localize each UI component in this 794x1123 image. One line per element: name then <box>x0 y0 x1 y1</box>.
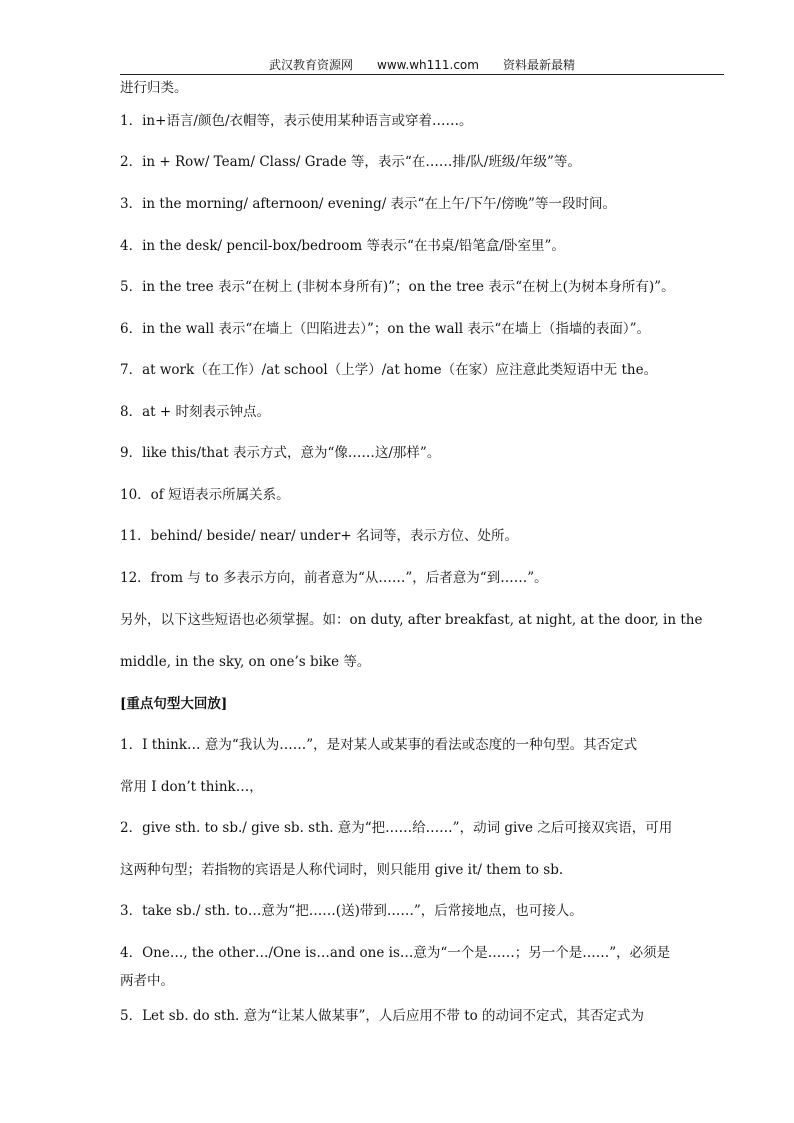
section-heading: [重点句型大回放] <box>120 696 228 712</box>
text-line: 常用 I don’t think…， <box>120 779 263 795</box>
text-line: 2．in + Row/ Team/ Class/ Grade 等，表示“在……排/队/班级/年级”等。 <box>120 154 581 170</box>
text-line: 12．from 与 to 多表示方向，前者意为“从……”，后者意为“到……”。 <box>120 570 548 586</box>
text-line: 3．in the morning/ afternoon/ evening/ 表示“在上午/下午/傍晚”等一段时间。 <box>120 196 616 212</box>
text-line: 2．give sth. to sb./ give sb. sth. 意为“把……给……”，动词 give 之后可接双宾语，可用 <box>120 820 673 836</box>
text-line: 8．at + 时刻表示钟点。 <box>120 404 270 420</box>
text-line: 这两种句型；若指物的宾语是人称代词时，则只能用 give it/ them to sb. <box>120 862 564 878</box>
text-line: 7．at work（在工作）/at school（上学）/at home（在家）应注意此类短语中无 the。 <box>120 362 658 378</box>
text-line: middle, in the sky, on one’s bike 等。 <box>120 654 371 670</box>
text-line: 1．I think… 意为“我认为……”，是对某人或某事的看法或态度的一种句型。其否定式 <box>120 737 638 753</box>
header-slogan: 资料最新最精 <box>502 58 575 72</box>
text-line: 1．in+语言/颜色/衣帽等，表示使用某种语言或穿着……。 <box>120 113 473 129</box>
text-line: 5．Let sb. do sth. 意为“让某人做某事”，人后应用不带 to 的动词不定式，其否定式为 <box>120 1008 645 1024</box>
text-line: 10．of 短语表示所属关系。 <box>120 487 290 503</box>
text-line: 3．take sb./ sth. to…意为“把……(送)带到……”，后常接地点，也可接人。 <box>120 903 583 919</box>
header-site-name: 武汉教育资源网 <box>269 58 354 72</box>
text-line: 6．in the wall 表示“在墙上（凹陷进去）”；on the wall 表示“在墙上（指墙的表面）”。 <box>120 321 650 337</box>
text-line: 进行归类。 <box>120 80 188 96</box>
text-line: 另外，以下这些短语也必须掌握。如：on duty, after breakfast, at night, at the door, in the <box>120 612 703 628</box>
text-line: 5．in the tree 表示“在树上 (非树本身所有)”；on the tree 表示“在树上(为树本身所有)”。 <box>120 279 675 295</box>
text-line: 4．in the desk/ pencil-box/bedroom 等表示“在书桌/铅笔盒/卧室里”。 <box>120 238 565 254</box>
page-header <box>120 56 724 75</box>
header-url: www.wh111.com <box>377 58 479 72</box>
text-line: 11．behind/ beside/ near/ under+ 名词等，表示方位、处所。 <box>120 528 518 544</box>
text-line: 两者中。 <box>120 973 174 989</box>
text-line: 4．One…, the other…/One is…and one is…意为“一个是……；另一个是……”，必须是 <box>120 945 671 961</box>
text-line: 9．like this/that 表示方式，意为“像……这/那样”。 <box>120 445 441 461</box>
